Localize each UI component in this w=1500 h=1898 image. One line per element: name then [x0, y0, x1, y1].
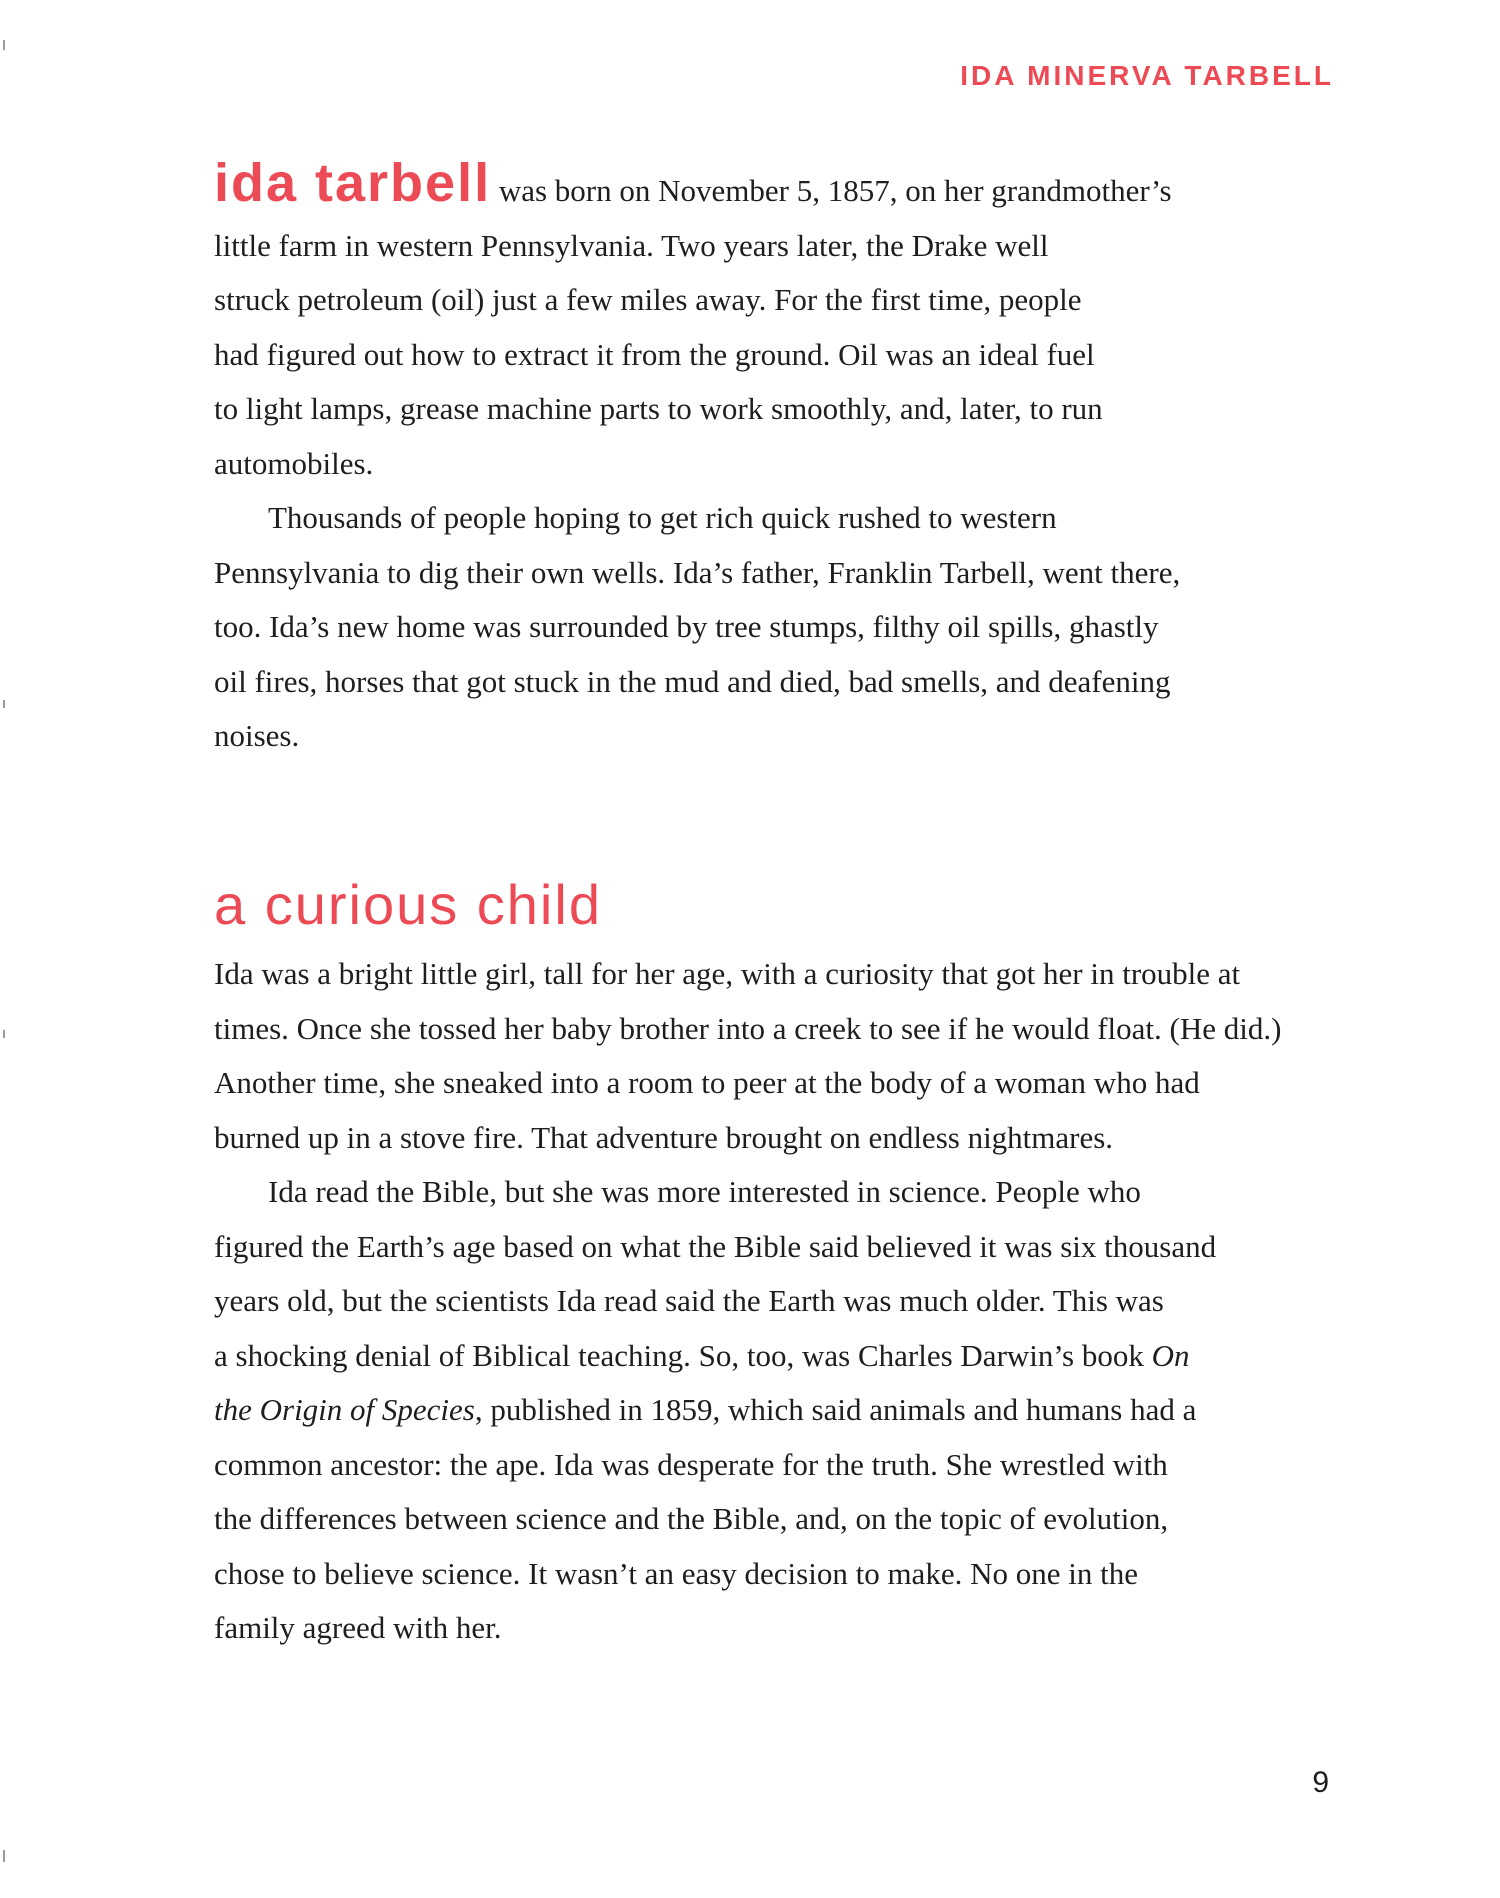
book-title: the Origin of Species [214, 1392, 475, 1427]
text-line: years old, but the scientists Ida read said the Earth was much older. This was [214, 1283, 1164, 1318]
text-line-content: , published in 1859, which said animals and humans had a [474, 1392, 1197, 1427]
scan-edge-mark [3, 40, 5, 50]
section-heading-curious-child: a curious child [214, 873, 602, 936]
text-line: little farm in western Pennsylvania. Two years later, the Drake well [214, 227, 1049, 263]
scan-edge-mark [3, 1850, 5, 1862]
text-line: Thousands of people hoping to get rich quick rushed to western [268, 500, 1057, 535]
text-line [214, 1383, 1334, 1438]
lead-in-heading: ida tarbell [214, 153, 492, 213]
page-number: 9 [1312, 1766, 1329, 1799]
text-line: burned up in a stove fire. That adventure brought on endless nightmares. [214, 1119, 1114, 1155]
text-line: Ida was a bright little girl, tall for her age, with a curiosity that got her in trouble at [214, 956, 1241, 991]
text-line: Another time, she sneaked into a room to peer at the body of a woman who had [214, 1065, 1200, 1100]
paragraph-intro-2 [214, 491, 1334, 764]
section-intro [214, 153, 1334, 764]
text-line: family agreed with her. [214, 1610, 502, 1645]
paragraph-curious-1 [214, 947, 1334, 1165]
text-line-content: a shocking denial of Biblical teaching. So, too, was Charles Darwin’s book [214, 1337, 1152, 1373]
text-line: common ancestor: the ape. Ida was desperate for the truth. She wrestled with [214, 1446, 1168, 1482]
running-head: IDA MINERVA TARBELL [960, 60, 1334, 91]
text-line: oil fires, horses that got stuck in the mud and died, bad smells, and deafening [214, 663, 1171, 699]
text-line: times. Once she tossed her baby brother into a creek to see if he would float. (He did.) [214, 1010, 1282, 1046]
text-line: Ida read the Bible, but she was more interested in science. People who [268, 1174, 1141, 1209]
text-line [214, 153, 1334, 219]
text-line [214, 1329, 1334, 1384]
text-line-content: was born on November 5, 1857, on her grandmother’s [491, 173, 1172, 208]
text-line: to light lamps, grease machine parts to work smoothly, and, later, to run [214, 391, 1103, 426]
text-line: figured the Earth’s age based on what the Bible said believed it was six thousand [214, 1228, 1217, 1264]
text-line: chose to believe science. It wasn’t an easy decision to make. No one in the [214, 1555, 1138, 1591]
scan-edge-mark [3, 1030, 5, 1038]
paragraph-intro-1 [214, 153, 1334, 491]
text-line: automobiles. [214, 445, 374, 481]
text-line: struck petroleum (oil) just a few miles away. For the first time, people [214, 282, 1082, 317]
scan-edge-mark [3, 700, 5, 708]
paragraph-curious-2 [214, 1165, 1334, 1656]
text-line: the differences between science and the Bible, and, on the topic of evolution, [214, 1501, 1169, 1536]
text-line: too. Ida’s new home was surrounded by tree stumps, filthy oil spills, ghastly [214, 609, 1159, 644]
text-line: noises. [214, 718, 300, 753]
text-line: had figured out how to extract it from the ground. Oil was an ideal fuel [214, 336, 1095, 372]
section-curious-child [214, 947, 1334, 1656]
book-title: On [1151, 1337, 1190, 1373]
text-line: Pennsylvania to dig their own wells. Ida’s father, Franklin Tarbell, went there, [214, 554, 1181, 590]
